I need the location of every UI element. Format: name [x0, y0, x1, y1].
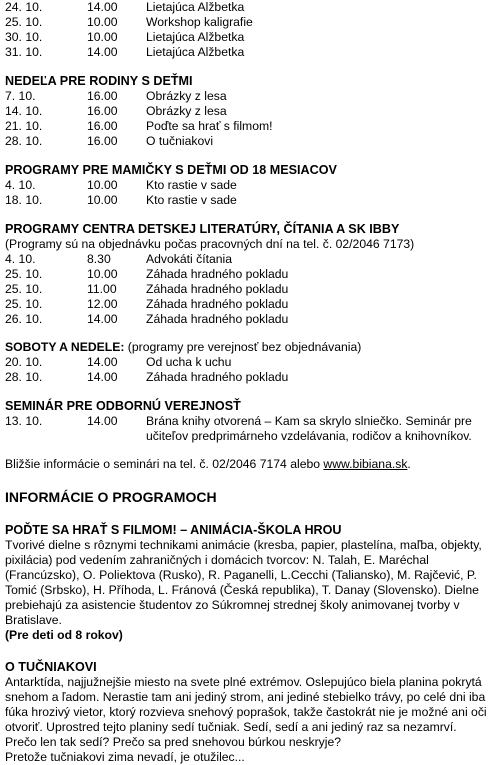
row-title: Poďte sa hrať s filmom! [146, 119, 273, 133]
row-date: 28. 10. [5, 134, 43, 148]
row-title: Lietajúca Alžbetka [146, 45, 245, 59]
schedule-row [5, 30, 489, 45]
row-title: Lietajúca Alžbetka [146, 0, 245, 14]
row-time: 14.00 [87, 355, 118, 369]
document-page [5, 0, 489, 765]
section-title-nedela: NEDEĽA PRE RODINY S DEŤMI [5, 74, 193, 88]
row-title: Kto rastie v sade [146, 178, 237, 192]
row-time: 12.00 [87, 297, 118, 311]
row-title: Lietajúca Alžbetka [146, 30, 245, 44]
row-date: 25. 10. [5, 282, 43, 296]
row-date: 18. 10. [5, 193, 43, 207]
section-note-centrum: (Programy sú na objednávku počas pracovných dní na tel. č. 02/2046 7173) [5, 237, 415, 251]
row-time: 8.30 [87, 252, 111, 266]
row-date: 30. 10. [5, 30, 43, 44]
schedule-mamicky [5, 178, 489, 208]
row-title: Od ucha k uchu [146, 355, 232, 369]
film-age: (Pre deti od 8 rokov) [5, 628, 123, 642]
row-title: Záhada hradného pokladu [146, 267, 289, 281]
seminar-row: 13. 10. 14.00 Brána knihy otvorená – Kam sa skrylo slniečko. Seminár pre učiteľov predprimárneho vzdelávania, rodičov a knihovníkov. [5, 414, 472, 443]
schedule-row [5, 15, 489, 30]
row-time: 14.00 [87, 312, 118, 326]
row-time: 10.00 [87, 30, 118, 44]
row-date: 25. 10. [5, 15, 43, 29]
film-description: Tvorivé dielne s rôznymi technikami animácie (kresba, papier, plastelína, maľba, objekty, pixilácia) pod vedením zahraničných i domácich tvorcov: N. Talah, E. Maréchal (Francúzsko), O. Poliektova (Rusko), R. Paganelli, L.Cecchi (Taliansko), M. Rajčević, P. Tomić (Srbsko), H. Příhoda, L. Fránová (Česká republika), T. Danay (Slovensko). Dielne prebiehajú za asistencie študentov zo Súkromnej strednej školy animovanej tvorby v Bratislave. [5, 538, 482, 627]
row-date: 25. 10. [5, 267, 43, 281]
row-time: 10.00 [87, 267, 118, 281]
row-date: 4. 10. [5, 178, 36, 192]
row-time: 11.00 [87, 282, 117, 296]
row-title: Záhada hradného pokladu [146, 312, 289, 326]
schedule-row [5, 370, 489, 385]
row-date: 28. 10. [5, 370, 43, 384]
tucniak-last-line: Pretože tučniakovi zima nevadí, je otužilec... [5, 750, 245, 764]
schedule-centrum [5, 252, 489, 327]
row-time: 16.00 [87, 119, 118, 133]
section-title-centrum: PROGRAMY CENTRA DETSKEJ LITERATÚRY, ČÍTANIA A SK IBBY [5, 222, 400, 236]
schedule-row [5, 119, 489, 134]
schedule-row [5, 297, 489, 312]
schedule-row [5, 252, 489, 267]
section-title-seminar: SEMINÁR PRE ODBORNÚ VEREJNOSŤ [5, 399, 241, 413]
schedule-row [5, 45, 489, 60]
row-time: 10.00 [87, 178, 118, 192]
row-time: 14.00 [87, 370, 118, 384]
row-time: 16.00 [87, 134, 118, 148]
row-date: 20. 10. [5, 355, 43, 369]
schedule-row [5, 312, 489, 327]
row-title: Záhada hradného pokladu [146, 282, 289, 296]
seminar-info-line: Bližšie informácie o seminári na tel. č. 02/2046 7174 alebo www.bibiana.sk. [5, 457, 411, 471]
row-date: 25. 10. [5, 297, 43, 311]
row-title: Obrázky z lesa [146, 104, 227, 118]
schedule-soboty [5, 355, 489, 385]
row-time: 16.00 [87, 89, 118, 103]
row-date: 26. 10. [5, 312, 43, 326]
schedule-row [5, 178, 489, 193]
schedule-row [5, 0, 489, 15]
row-date: 7. 10. [5, 89, 36, 103]
row-title: Záhada hradného pokladu [146, 370, 289, 384]
row-date: 24. 10. [5, 0, 43, 14]
row-title: Obrázky z lesa [146, 89, 227, 103]
row-title: Kto rastie v sade [146, 193, 237, 207]
row-title: Záhada hradného pokladu [146, 297, 289, 311]
section-title-soboty: SOBOTY A NEDELE: (programy pre verejnosť bez objednávania) [5, 340, 362, 354]
schedule-block-october [5, 0, 489, 60]
row-time: 14.00 [87, 45, 118, 59]
row-time: 14.00 [87, 0, 118, 14]
row-title: Workshop kaligrafie [146, 15, 253, 29]
schedule-row [5, 282, 489, 297]
row-time: 16.00 [87, 104, 118, 118]
row-date: 14. 10. [5, 104, 43, 118]
tucniak-description: Antarktída, najjužnejšie miesto na svete plné extrémov. Oslepujúco biela planina pokrytá snehom a ľadom. Nerastie tam ani jediný strom, ani jediné stebielko trávy, po celé dni iba fúka hrozivý vietor, ktorý rozvieva snehový poprašok, takže častokrát nie je možné ani oči otvoriť. Uprostred tejto planiny sedí tučniak. Sedí, sedí a ani jediný raz sa nezamrví. Prečo len tak sedí? Prečo sa pred snehovou búrkou neskryje? [5, 675, 487, 749]
schedule-row [5, 193, 489, 208]
row-date: 4. 10. [5, 252, 36, 266]
row-title: O tučniakovi [146, 134, 214, 148]
row-time: 10.00 [87, 15, 118, 29]
bibiana-link[interactable]: www.bibiana.sk [323, 457, 408, 471]
row-date: 31. 10. [5, 45, 43, 59]
section-title-mamicky: PROGRAMY PRE MAMIČKY S DEŤMI OD 18 MESIACOV [5, 163, 337, 177]
info-heading: INFORMÁCIE O PROGRAMOCH [5, 489, 217, 505]
schedule-row [5, 267, 489, 282]
tucniak-title: O TUČNIAKOVI [5, 660, 97, 674]
row-title: Advokáti čítania [146, 252, 233, 266]
schedule-row [5, 134, 489, 149]
schedule-row [5, 355, 489, 370]
row-date: 21. 10. [5, 119, 43, 133]
schedule-row [5, 89, 489, 104]
schedule-row [5, 104, 489, 119]
film-title: POĎTE SA HRAŤ S FILMOM! – ANIMÁCIA-ŠKOLA HROU [5, 523, 342, 537]
row-time: 10.00 [87, 193, 118, 207]
schedule-nedela [5, 89, 489, 149]
